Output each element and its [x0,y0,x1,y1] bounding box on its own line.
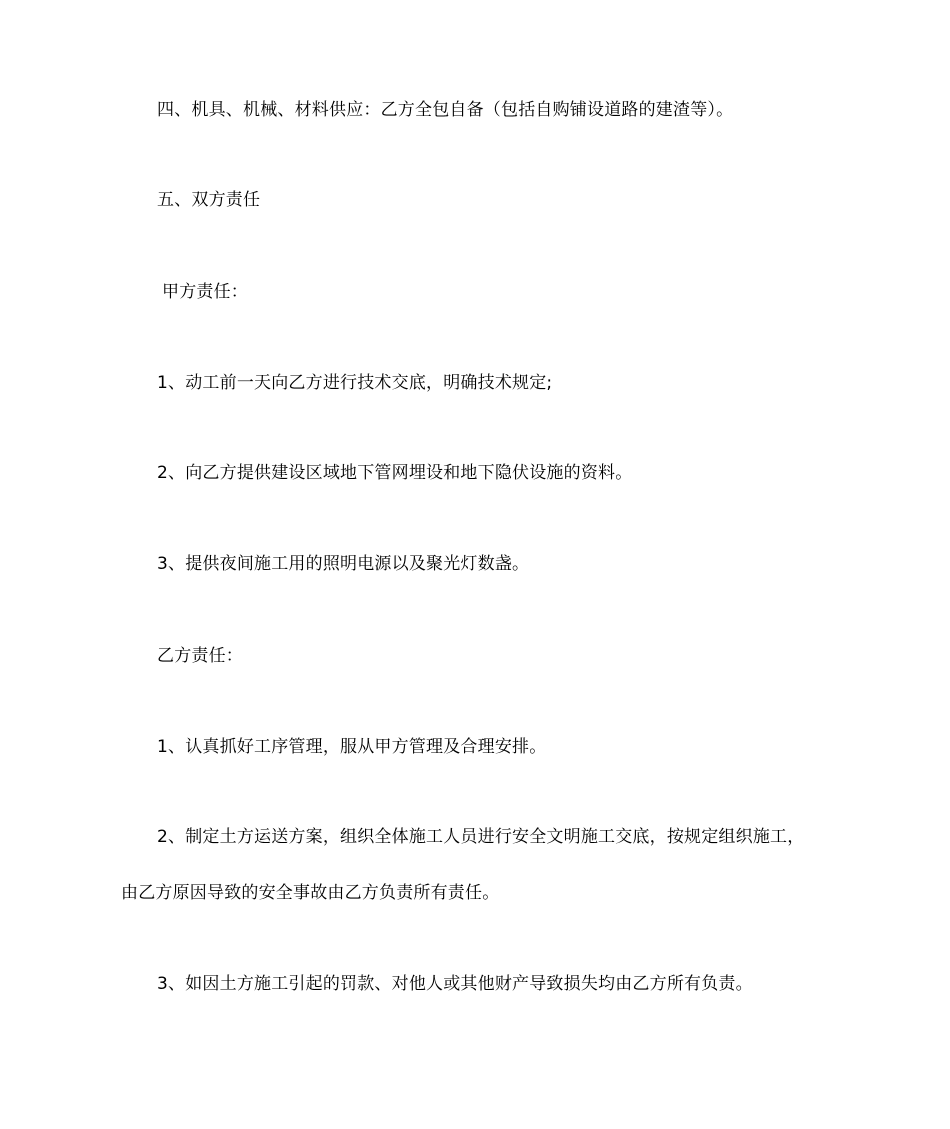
party-b-item-2-line-1: 2、制定土方运送方案，组织全体施工人员进行安全文明施工交底，按规定组织施工， [157,827,805,847]
party-a-responsibilities-heading: 甲方责任： [162,282,248,302]
party-a-item-2: 2、向乙方提供建设区域地下管网埋设和地下隐伏设施的资料。 [157,463,633,483]
section-five-heading: 五、双方责任 [157,190,261,210]
party-a-item-3: 3、提供夜间施工用的照明电源以及聚光灯数盏。 [157,554,530,574]
party-b-item-2-line-2: 由乙方原因导致的安全事故由乙方负责所有责任。 [121,883,500,903]
section-four-equipment-supply: 四、机具、机械、材料供应：乙方全包自备（包括自购铺设道路的建渣等）。 [157,100,734,120]
party-a-item-1: 1、动工前一天向乙方进行技术交底，明确技术规定; [157,373,553,393]
party-b-item-3: 3、如因土方施工引起的罚款、对他人或其他财产导致损失均由乙方所有负责。 [157,974,753,994]
party-b-item-1: 1、认真抓好工序管理，服从甲方管理及合理安排。 [157,737,547,757]
party-b-responsibilities-heading: 乙方责任： [157,646,243,666]
